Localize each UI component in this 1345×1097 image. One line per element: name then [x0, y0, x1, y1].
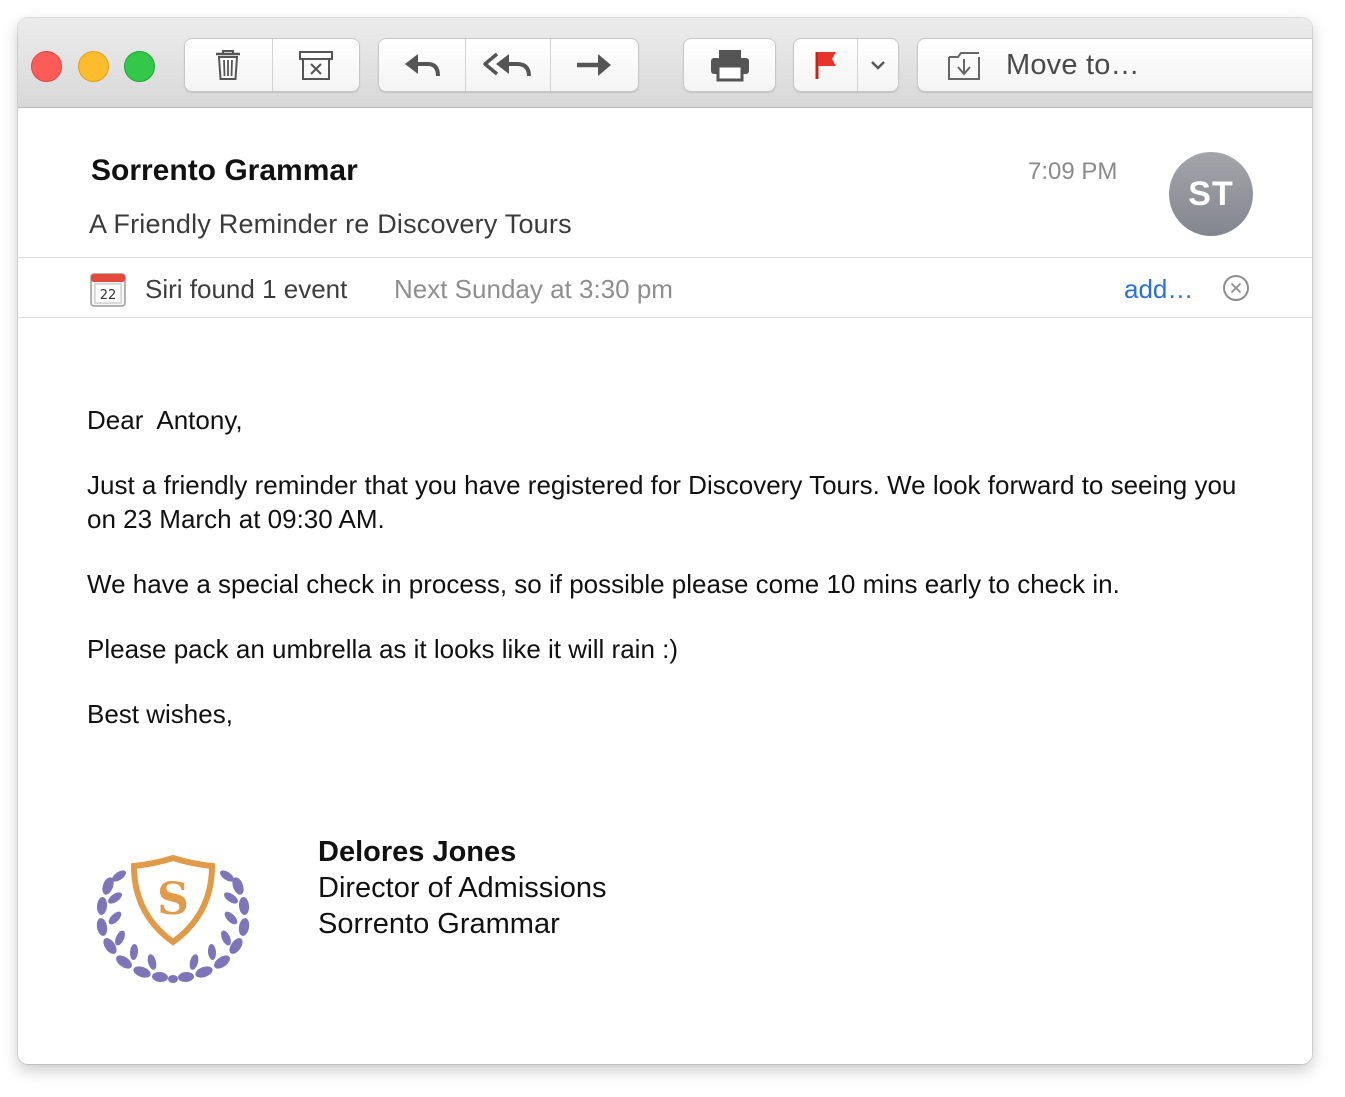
flag-icon	[813, 49, 839, 81]
svg-text:S: S	[157, 874, 189, 925]
archive-icon	[298, 48, 334, 82]
sender-name: Sorrento Grammar	[91, 154, 358, 187]
signature-title: Director of Admissions	[318, 872, 607, 904]
reply-all-button[interactable]	[466, 39, 550, 91]
close-circle-icon	[1230, 282, 1242, 294]
received-time: 7:09 PM	[1028, 158, 1118, 185]
print-icon	[709, 48, 751, 82]
body-paragraph: We have a special check in process, so if possible please come 10 mins early to check in.	[87, 569, 1120, 599]
svg-text:22: 22	[99, 288, 117, 303]
signature-name: Delores Jones	[318, 836, 517, 868]
move-to-label: Move to…	[1006, 48, 1140, 81]
dismiss-siri-button[interactable]	[1223, 275, 1249, 301]
print-group	[683, 38, 776, 92]
trash-icon	[213, 48, 243, 82]
siri-event-detail: Next Sunday at 3:30 pm	[394, 274, 673, 304]
avatar: ST	[1169, 152, 1253, 236]
closing: Best wishes,	[87, 699, 233, 729]
delete-archive-group	[184, 38, 360, 92]
signature-block	[318, 834, 607, 942]
toolbar	[18, 18, 1312, 108]
close-window-button[interactable]	[31, 51, 62, 82]
flag-button[interactable]	[794, 39, 858, 91]
zoom-window-button[interactable]	[124, 51, 155, 82]
school-crest-logo	[88, 838, 258, 983]
move-to-button[interactable]	[917, 38, 1312, 92]
calendar-icon	[90, 273, 126, 307]
forward-icon	[574, 50, 614, 80]
reply-icon	[402, 50, 442, 80]
subject-line: A Friendly Reminder re Discovery Tours	[89, 209, 572, 239]
delete-button[interactable]	[185, 39, 273, 91]
move-to-icon	[946, 49, 982, 81]
flag-group	[793, 38, 899, 92]
signature-organization: Sorrento Grammar	[318, 908, 560, 940]
greeting: Dear Antony,	[87, 405, 243, 435]
archive-button[interactable]	[273, 39, 360, 91]
body-paragraph: Please pack an umbrella as it looks like it will rain :)	[87, 634, 679, 664]
siri-found-text: Siri found 1 event	[145, 274, 348, 304]
print-button[interactable]	[684, 39, 775, 91]
forward-button[interactable]	[551, 39, 638, 91]
body-paragraph: Just a friendly reminder that you have registered for Discovery Tours. We look forward to seeing you on 23 March at 09:30 AM.	[87, 470, 1237, 534]
flag-menu-button[interactable]	[858, 39, 898, 91]
chevron-down-icon	[870, 59, 886, 71]
add-event-link[interactable]: add…	[1124, 274, 1194, 304]
mail-window	[18, 18, 1312, 1064]
reply-button[interactable]	[379, 39, 466, 91]
reply-all-icon	[483, 50, 533, 80]
message-body	[87, 403, 1237, 762]
siri-divider	[18, 317, 1312, 318]
reply-group	[378, 38, 639, 92]
minimize-window-button[interactable]	[78, 51, 109, 82]
siri-event-bar	[18, 258, 1312, 318]
